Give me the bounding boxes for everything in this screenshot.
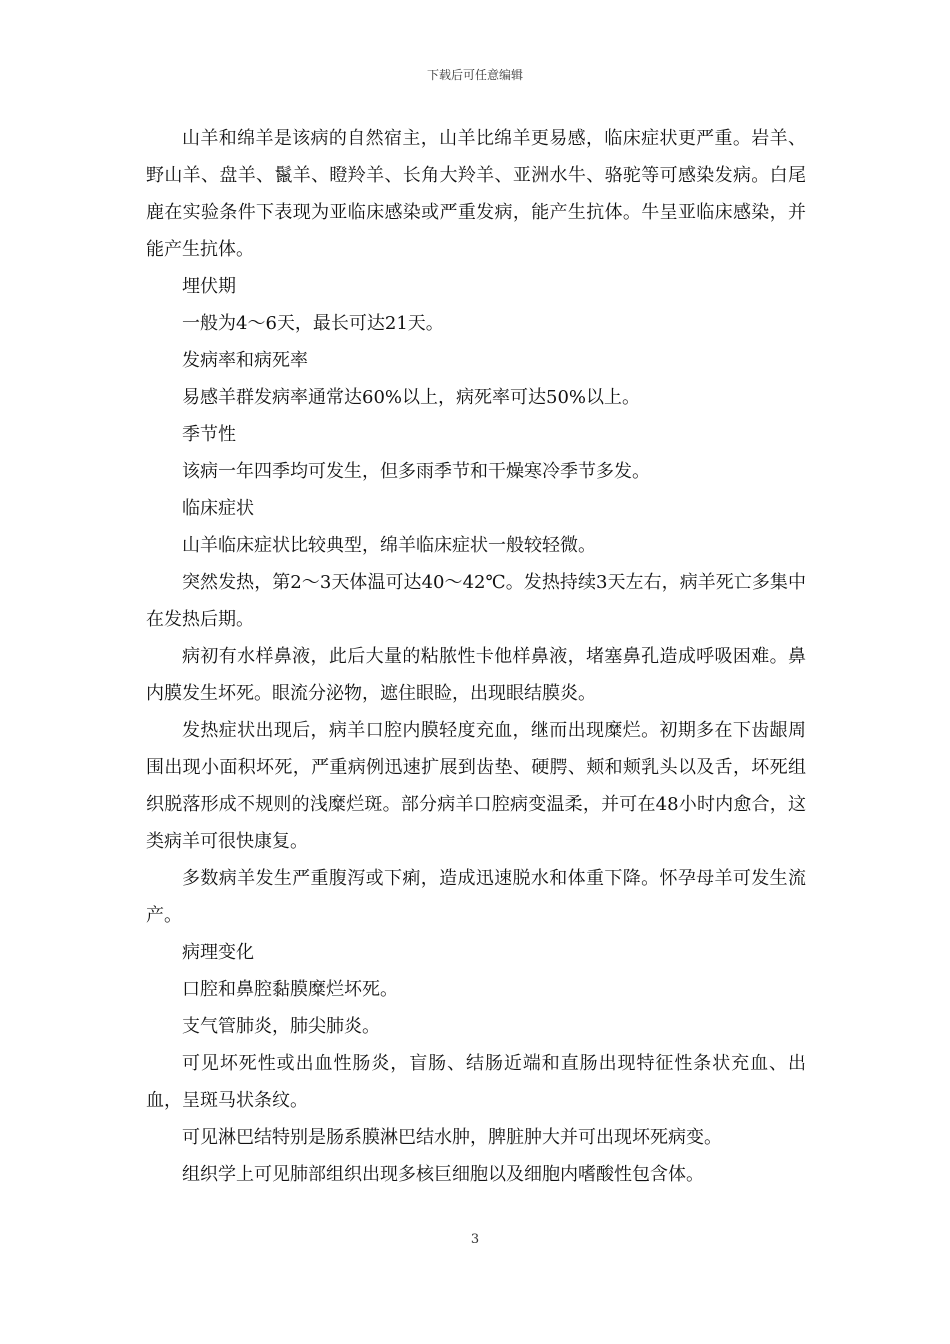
paragraph: 该病一年四季均可发生，但多雨季节和干燥寒冷季节多发。 [182, 461, 650, 482]
paragraph: 支气管肺炎，肺尖肺炎。 [182, 1016, 380, 1037]
paragraph: 口腔和鼻腔黏膜糜烂坏死。 [182, 979, 398, 1000]
paragraph: 山羊临床症状比较典型，绵羊临床症状一般较轻微。 [182, 535, 596, 556]
paragraph: 发热症状出现后，病羊口腔内膜轻度充血，继而出现糜烂。初期多在下齿龈周围出现小面积坏死，严重病例迅速扩展到齿垫、硬腭、颊和颊乳头以及舌，坏死组织脱落形成不规则的浅糜烂斑。部分病羊口腔病变温柔，并可在48小时内愈合，这类病羊可很快康复。 [146, 720, 806, 852]
paragraph: 多数病羊发生严重腹泻或下痢，造成迅速脱水和体重下降。怀孕母羊可发生流产。 [146, 868, 806, 926]
section-heading: 临床症状 [182, 498, 254, 519]
section-heading: 季节性 [182, 424, 236, 445]
paragraph: 可见淋巴结特别是肠系膜淋巴结水肿，脾脏肿大并可出现坏死病变。 [182, 1127, 722, 1148]
paragraph: 一般为4～6天，最长可达21天。 [182, 313, 444, 334]
document-body [146, 120, 806, 1193]
section-heading: 病理变化 [182, 942, 254, 963]
section-heading: 发病率和病死率 [182, 350, 308, 371]
paragraph: 病初有水样鼻液，此后大量的粘脓性卡他样鼻液，堵塞鼻孔造成呼吸困难。鼻内膜发生坏死。眼流分泌物，遮住眼睑，出现眼结膜炎。 [146, 646, 806, 704]
paragraph: 易感羊群发病率通常达60%以上，病死率可达50%以上。 [182, 387, 641, 408]
paragraph: 突然发热，第2～3天体温可达40～42℃。发热持续3天左右，病羊死亡多集中在发热后期。 [146, 572, 806, 630]
section-heading: 埋伏期 [182, 276, 236, 297]
page-number: 3 [470, 1232, 480, 1247]
page-header: 下载后可任意编辑 [426, 68, 523, 82]
paragraph: 组织学上可见肺部组织出现多核巨细胞以及细胞内嗜酸性包含体。 [182, 1164, 704, 1185]
paragraph: 可见坏死性或出血性肠炎，盲肠、结肠近端和直肠出现特征性条状充血、出血，呈斑马状条纹。 [146, 1053, 806, 1111]
paragraph: 山羊和绵羊是该病的自然宿主，山羊比绵羊更易感，临床症状更严重。岩羊、野山羊、盘羊、鬣羊、瞪羚羊、长角大羚羊、亚洲水牛、骆驼等可感染发病。白尾鹿在实验条件下表现为亚临床感染或严重发病，能产生抗体。牛呈亚临床感染，并能产生抗体。 [146, 128, 806, 260]
